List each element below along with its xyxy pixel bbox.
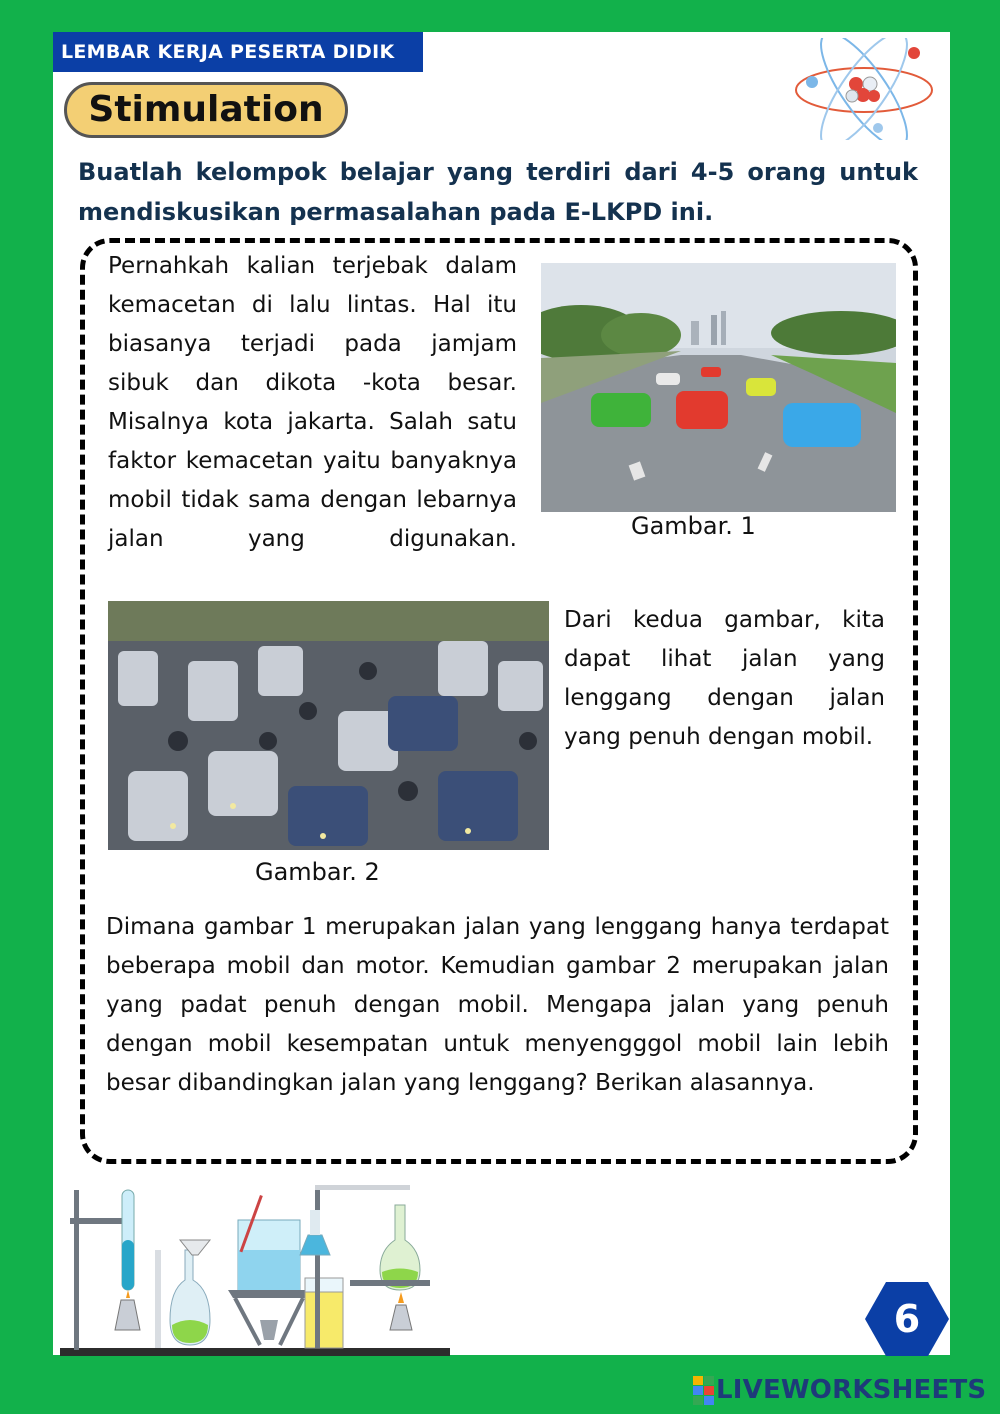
- question-paragraph: Dimana gambar 1 merupakan jalan yang lenggang hanya terdapat beberapa mobil dan motor. Kemudian gambar 2 merupakan jalan yang padat penuh dengan mobil. Mengapa jalan yang penuh dengan mobil kesempatan untuk menyengggol mobil lain lebih besar dibandingkan jalan yang lenggang? Berikan alasannya.: [106, 914, 889, 1096]
- page-number-badge: [864, 1280, 950, 1358]
- worksheet-header: LEMBAR KERJA PESERTA DIDIK: [53, 32, 423, 72]
- picture-traffic-jam: [108, 601, 549, 850]
- liveworksheets-brand: LIVEWORKSHEETS: [716, 1375, 987, 1405]
- picture-empty-road-cars: [541, 263, 896, 512]
- page-number: 6: [893, 1297, 921, 1341]
- caption-figure-2: Gambar. 2: [255, 858, 380, 886]
- atom-icon: [790, 38, 940, 140]
- comparison-paragraph: Dari kedua gambar, kita dapat lihat jalan yang lenggang dengan jalan yang penuh dengan mobil.: [564, 607, 885, 750]
- liveworksheets-logo-icon: [693, 1376, 715, 1406]
- lab-equipment-illustration: [60, 1180, 450, 1360]
- caption-figure-1: Gambar. 1: [631, 512, 756, 540]
- group-instruction: Buatlah kelompok belajar yang terdiri dari 4-5 orang untuk mendiskusikan permasalahan pada E-LKPD ini.: [78, 158, 918, 226]
- stimulation-badge: Stimulation: [64, 82, 348, 138]
- liveworksheets-logo: [693, 1372, 993, 1408]
- intro-paragraph: Pernahkah kalian terjebak dalam kemacetan di lalu lintas. Hal itu biasanya terjadi pada jamjam sibuk dan dikota -kota besar. Misalnya kota jakarta. Salah satu faktor kemacetan yaitu banyaknya mobil tidak sama dengan lebarnya jalan yang digunakan.: [108, 253, 517, 552]
